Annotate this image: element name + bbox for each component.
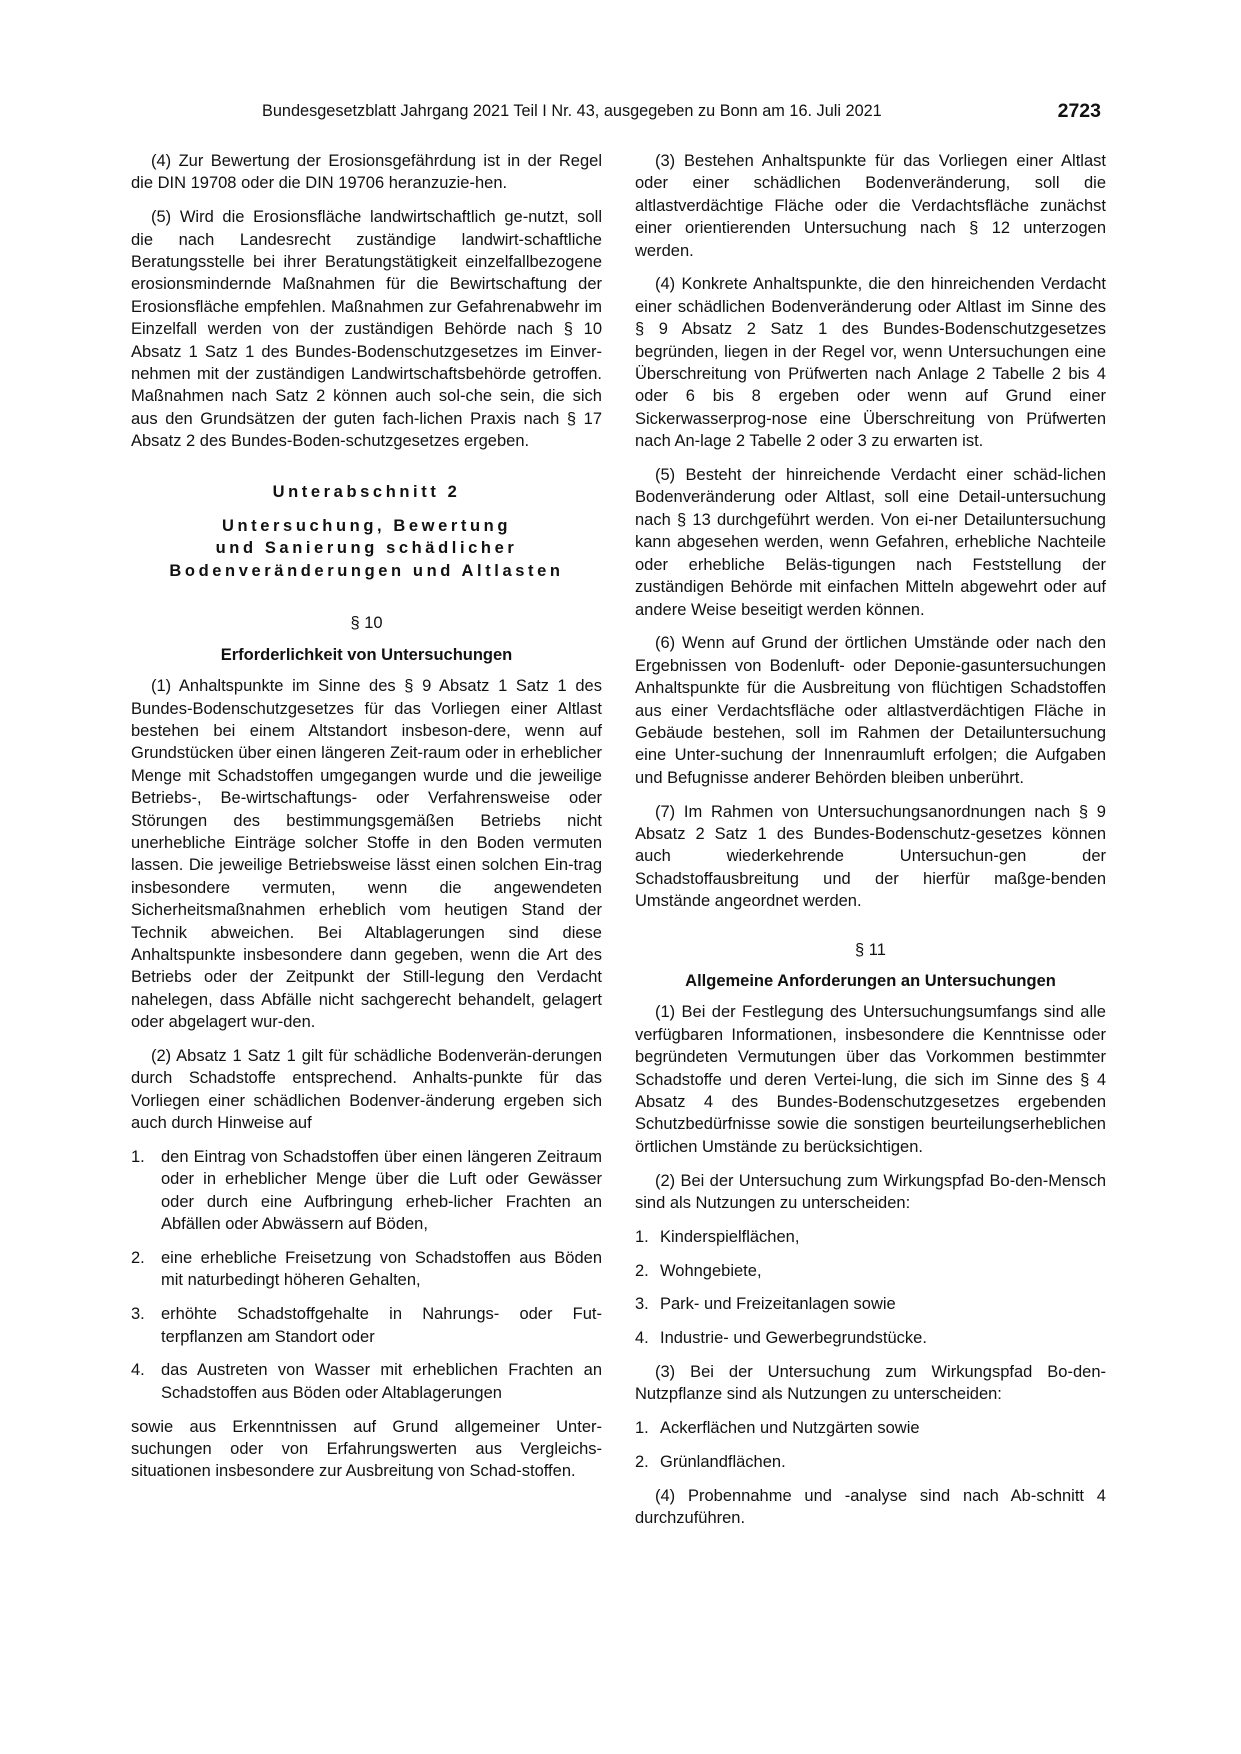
section-11-uses-list-b <box>635 1417 1106 1473</box>
section-10-paragraph-3: (3) Bestehen Anhaltspunkte für das Vorliegen einer Altlast oder einer schädlichen Bodenveränderung, soll die altlastverdächtige Fläche oder die Verdachtsfläche zunächst einer orientierenden Untersuchung nach § 12 unterzogen werden. <box>635 152 1106 260</box>
list-item-text: Industrie- und Gewerbegrundstücke. <box>660 1329 927 1348</box>
list-item-number: 3. <box>131 1305 145 1324</box>
section-11-paragraph-2: (2) Bei der Untersuchung zum Wirkungspfad Bo-den-Mensch sind als Nutzungen zu unterscheiden: <box>635 1171 1106 1213</box>
list-item <box>635 1327 1106 1349</box>
left-column <box>131 150 602 1494</box>
subsection-label: Unterabschnitt 2 <box>272 482 461 501</box>
section-11-sign: § 11 <box>855 940 886 959</box>
section-11-uses-list-a <box>635 1226 1106 1350</box>
list-item <box>131 1359 602 1404</box>
paragraph-erosion-5: (5) Wird die Erosionsfläche landwirtschaftlich ge-nutzt, soll die nach Landesrecht zuständige landwirt-schaftliche Beratungsstelle bei ihrer Beratungstätigkeit einzelfallbezogene erosionsmindernde Maßnahmen für die Bewirtschaftung der Erosionsfläche empfehlen. Maßnahmen zur Gefahrenabwehr im Einzelfall werden von der zuständigen Behörde nach § 10 Absatz 1 Satz 1 des Bundes-Bodenschutzgesetzes im Einver-nehmen mit der zuständigen Landwirtschaftsbehörde getroffen. Maßnahmen nach Satz 2 können auch sol-che sein, die sich aus den Grundsätzen der guten fach-lichen Praxis nach § 17 Absatz 2 des Bundes-Boden-schutzgesetzes ergeben. <box>131 208 602 451</box>
subsection-title-line-2: und Sanierung schädlicher <box>215 539 518 558</box>
list-item <box>131 1146 602 1236</box>
section-10-paragraph-6: (6) Wenn auf Grund der örtlichen Umstände oder nach den Ergebnissen von Bodenluft- oder Deponie-gasuntersuchungen Anhaltspunkte für die Ausbreitung von flüchtigen Schadstoffen aus einer Verdachtsfläche oder altlastverdächtigen Fläche in Gebäude bestehen, soll im Rahmen der Detailuntersuchung eine Unter-suchung der Innenraumluft erfolgen; die Aufgaben und Befugnisse anderer Behörden bleiben unberührt. <box>635 634 1106 787</box>
section-10-paragraph-1: (1) Anhaltspunkte im Sinne des § 9 Absatz 1 Satz 1 des Bundes-Bodenschutzgesetzes für das Vorliegen einer Altlast bestehen bei einem Altstandort insbeson-dere, wenn auf Grundstücken über einen längeren Zeit-raum oder in erheblicher Menge mit Schadstoffen umgegangen wurde und die jeweilige Betriebs-, Be-wirtschaftungs- oder Verfahrensweise oder Störungen des bestimmungsgemäßen Betriebs nicht unerhebliche Einträge solcher Stoffe in den Boden vermuten lassen. Die jeweilige Betriebsweise lässt einen solchen Ein-trag insbesondere vermuten, wenn die angewendeten Sicherheitsmaßnahmen erheblich vom heutigen Stand der Technik abweichen. Bei Altablagerungen sind diese Anhaltspunkte insbesondere dann gegeben, wenn die Art des Betriebs oder der Zeitpunkt der Still-legung den Verdacht nahelegen, dass Abfälle nicht sachgerecht behandelt, gelagert oder abgelagert wur-den. <box>131 677 602 1032</box>
section-10-list-tail: sowie aus Erkenntnissen auf Grund allgemeiner Unter-suchungen oder von Erfahrungswerten aus Vergleichs-situationen insbesondere zur Ausbreitung von Schad-stoffen. <box>131 1417 602 1481</box>
list-item <box>635 1417 1106 1439</box>
section-10-paragraph-7: (7) Im Rahmen von Untersuchungsanordnungen nach § 9 Absatz 2 Satz 1 des Bundes-Bodenschutz-gesetzes können auch wiederkehrende Untersuchun-gen der Schadstoffausbreitung und der hierfür maßge-benden Umstände angeordnet werden. <box>635 802 1106 911</box>
list-item-number: 4. <box>131 1361 145 1380</box>
list-item-text: Kinderspielflächen, <box>660 1227 800 1246</box>
list-item-text: Ackerflächen und Nutzgärten sowie <box>660 1419 920 1438</box>
gazette-header-line: Bundesgesetzblatt Jahrgang 2021 Teil I Nr. 43, ausgegeben zu Bonn am 16. Juli 2021 <box>262 102 882 120</box>
list-item-text: den Eintrag von Schadstoffen über einen längeren Zeitraum oder in erheblicher Menge über die Luft oder Gewässer oder durch eine Aufbringung erheb-licher Frachten an Abfällen oder Abwässern auf Böden, <box>161 1148 602 1234</box>
list-item-text: Wohngebiete, <box>660 1261 762 1280</box>
section-11-paragraph-1: (1) Bei der Festlegung des Untersuchungsumfangs sind alle verfügbaren Informationen, insbesondere die Kenntnisse oder begründeten Vermutungen über das Vorkommen bestimmter Schadstoffe und deren Vertei-lung, die sich im Sinne des § 4 Absatz 4 des Bundes-Bodenschutzgesetzes ergebenden Schutzbedürfnisse sowie die sonstigen beurteilungserheblichen örtlichen Umstände zu berücksichtigen. <box>635 1003 1106 1156</box>
list-item-number: 2. <box>635 1261 649 1280</box>
section-11-paragraph-3: (3) Bei der Untersuchung zum Wirkungspfad Bo-den-Nutzpflanze sind als Nutzungen zu unterscheiden: <box>635 1363 1106 1404</box>
list-item-text: eine erhebliche Freisetzung von Schadstoffen aus Böden mit naturbedingt höheren Gehalten, <box>161 1249 602 1290</box>
list-item <box>635 1293 1106 1315</box>
list-item-number: 2. <box>635 1453 649 1471</box>
subsection-title-line-1: Untersuchung, Bewertung <box>221 517 512 536</box>
list-item-text: Park- und Freizeitanlagen sowie <box>660 1295 896 1314</box>
right-column <box>635 150 1106 1541</box>
list-item <box>635 1226 1106 1248</box>
list-item <box>131 1303 602 1348</box>
list-item-number: 3. <box>635 1295 649 1314</box>
section-11-paragraph-4: (4) Probennahme und -analyse sind nach Ab-schnitt 4 durchzuführen. <box>635 1486 1106 1528</box>
list-item <box>635 1260 1106 1282</box>
paragraph-erosion-4: (4) Zur Bewertung der Erosionsgefährdung ist in der Regel die DIN 19708 oder die DIN 19706 heranzuzie-hen. <box>131 152 602 193</box>
section-10-paragraph-4: (4) Konkrete Anhaltspunkte, die den hinreichenden Verdacht einer schädlichen Bodenveränderung oder Altlast im Sinne des § 9 Absatz 2 Satz 1 des Bundes-Bodenschutzgesetzes begründen, liegen in der Regel vor, wenn Untersuchungen eine Überschreitung von Prüfwerten nach Anlage 2 Tabelle 2 bis 4 oder 6 bis 8 ergeben oder wenn auf Grund einer Sickerwasserprog-nose eine Überschreitung von Prüfwerten nach An-lage 2 Tabelle 2 oder 3 zu erwarten ist. <box>635 275 1106 451</box>
section-11-title: Allgemeine Anforderungen an Untersuchungen <box>685 971 1056 990</box>
list-item-number: 4. <box>635 1329 649 1348</box>
list-item-text: Grünlandflächen. <box>660 1453 786 1471</box>
section-10-paragraph-5: (5) Besteht der hinreichende Verdacht einer schäd-lichen Bodenveränderung oder Altlast, soll eine Detail-untersuchung nach § 13 durchgeführt werden. Von ei-ner Detailuntersuchung kann abgesehen werden, wenn Gefahren, erhebliche Nachteile oder erhebliche Beläs-tigungen nach Feststellung der zuständigen Behörde mit einfachen Mitteln abgewehrt oder auf andere Weise beseitigt werden können. <box>635 466 1106 619</box>
section-10-title: Erforderlichkeit von Untersuchungen <box>220 645 513 664</box>
subsection-title-line-3: Bodenveränderungen und Altlasten <box>169 561 564 580</box>
section-10-sign: § 10 <box>350 614 383 633</box>
list-item <box>131 1247 602 1292</box>
list-item-text: das Austreten von Wasser mit erheblichen Frachten an Schadstoffen aus Böden oder Altablagerungen <box>161 1361 602 1402</box>
section-10-paragraph-2: (2) Absatz 1 Satz 1 gilt für schädliche Bodenverän-derungen durch Schadstoffe entsprechend. Anhalts-punkte für das Vorliegen einer schädlichen Bodenver-änderung ergeben sich auch durch Hinweise auf <box>131 1047 602 1133</box>
page-number: 2723 <box>1057 100 1101 122</box>
list-item-number: 1. <box>131 1148 145 1167</box>
list-item-number: 1. <box>635 1227 649 1246</box>
list-item-number: 1. <box>635 1419 649 1438</box>
section-10-hint-list <box>131 1146 602 1404</box>
list-item-text: erhöhte Schadstoffgehalte in Nahrungs- oder Fut-terpflanzen am Standort oder <box>161 1305 602 1346</box>
list-item-number: 2. <box>131 1249 145 1268</box>
list-item <box>635 1451 1106 1473</box>
